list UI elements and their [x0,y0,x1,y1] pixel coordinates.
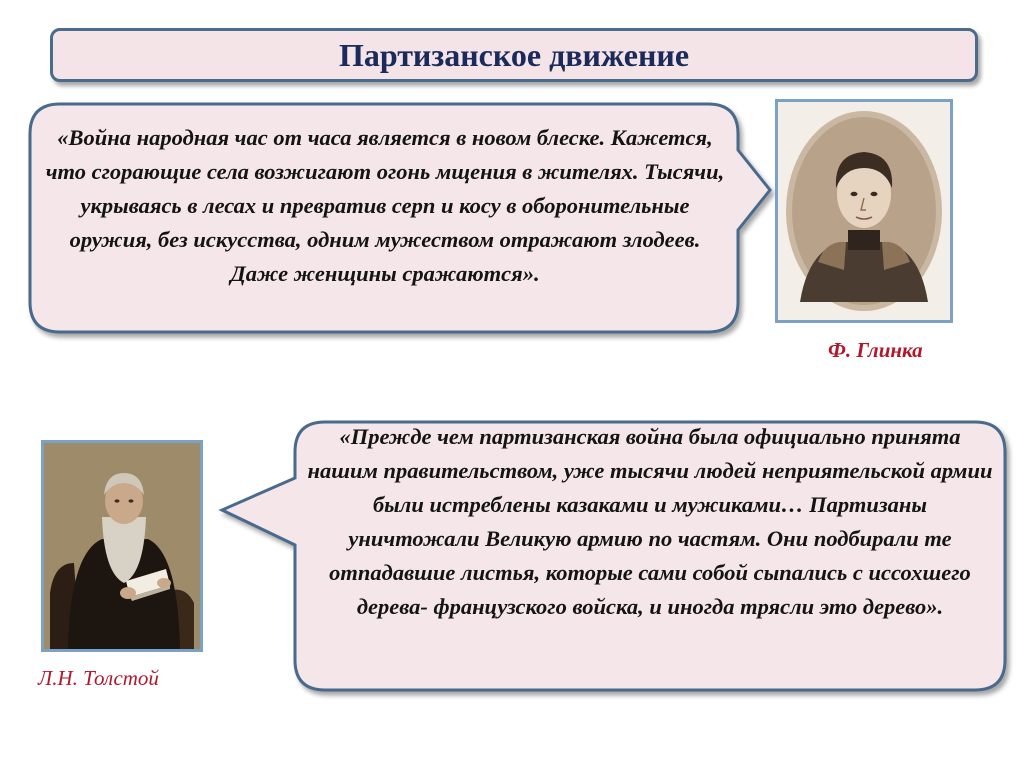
tolstoy-portrait-image [44,443,200,649]
caption-tolstoy: Л.Н. Толстой [38,666,159,690]
caption-glinka: Ф. Глинка [828,338,923,362]
quote-glinka: «Война народная час от часа является в новом блеске. Кажется, что сгорающие села возжигают огонь мщения в жителях. Тысячи, укрываясь в лесах и превратив серп и косу в оборонительные оружия, без искусства, одним мужеством отражают злодеев. Даже женщины сражаются». [45,125,725,286]
glinka-portrait-image [778,102,950,320]
page-title: Партизанское движение [338,36,690,73]
portrait-tolstoy [41,440,203,652]
portrait-glinka [775,99,953,323]
quote-tolstoy: «Прежде чем партизанская война была официально принята нашим правительством, уже тысячи людей неприятельской армии были истреблены казаками и мужиками… Партизаны уничтожали Великую армию по частям. Они подбирали те отпадавшие листья, которые сами собой сыпались с иссохшего дерева- французского войска, и иногда трясли это дерево». [307,424,993,619]
